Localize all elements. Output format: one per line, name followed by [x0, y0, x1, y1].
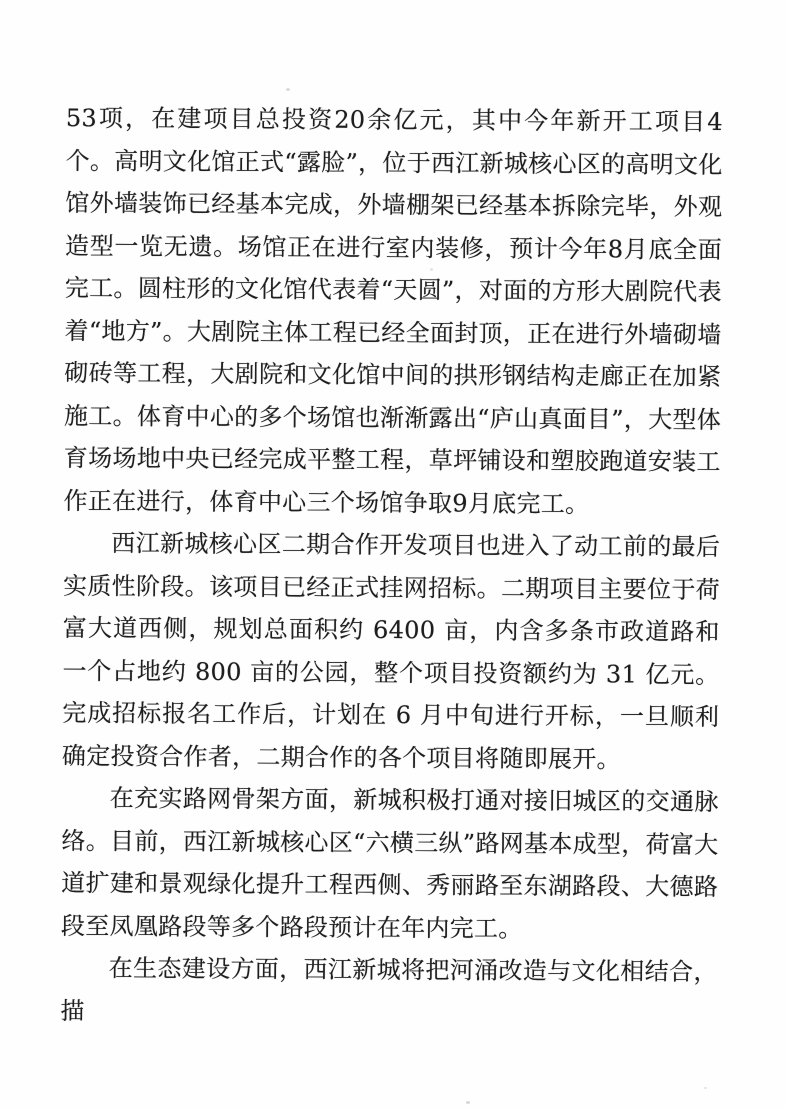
paragraph-road-network: 在充实路网骨架方面，新城积极打通对接旧城区的交通脉络。目前，西江新城核心区“六横三纵”路网基本成型，荷富大道扩建和景观绿化提升工程西侧、秀丽路至东湖路段、大德路段至凤凰路段等多个路段预计在年内完工。 [60, 784, 719, 943]
scan-artifact [704, 1087, 707, 1089]
paragraph-phase2-project: 西江新城核心区二期合作开发项目也进入了动工前的最后实质性阶段。该项目已经正式挂网招标。二期项目主要位于荷富大道西侧，规划总面积约 6400 亩，内含多条市政道路和一个占地约 800 亩的公园，整个项目投资额约为 31 亿元。完成招标报名工作后，计划在 6 月中旬进行开标，一旦顺利确定投资合作者，二期合作的各个项目将随即展开。 [61, 529, 721, 773]
document-body-text [60, 97, 723, 1036]
paragraph-ecology-start: 在生态建设方面，西江新城将把河涌改造与文化相结合，描 [60, 954, 718, 1025]
scan-artifact [286, 88, 290, 91]
scan-artifact [466, 1101, 470, 1104]
paragraph-continuation: 53项，在建项目总投资20余亿元，其中今年新开工项目4个。高明文化馆正式“露脸”，位于西江新城核心区的高明文化馆外墙装饰已经基本完成，外墙棚架已经基本拆除完毕，外观造型一览无遗。场馆正在进行室内装修，预计今年8月底全面完工。圆柱形的文化馆代表着“天圆”，对面的方形大剧院代表着“地方”。大剧院主体工程已经全面封顶，正在进行外墙砌墙砌砖等工程，大剧院和文化馆中间的拱形钢结构走廊正在加紧施工。体育中心的多个场馆也渐渐露出“庐山真面目”，大型体育场场地中央已经完成平整工程，草坪铺设和塑胶跑道安装工作正在进行，体育中心三个场馆争取9月底完工。 [63, 103, 723, 518]
